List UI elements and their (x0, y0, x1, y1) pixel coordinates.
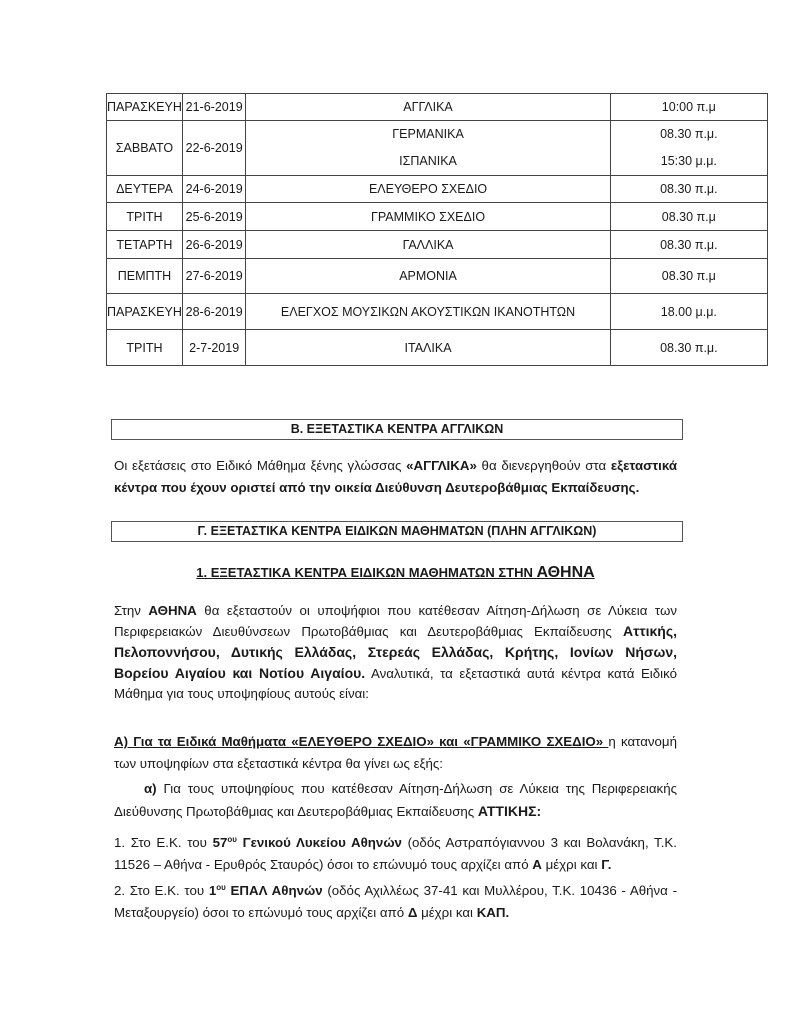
date-cell: 24-6-2019 (182, 176, 246, 203)
date-cell: 26-6-2019 (182, 231, 246, 259)
region-name: ΑΤΤΙΚΗΣ: (477, 803, 542, 819)
schedule-row (107, 231, 768, 259)
subject-cell (246, 121, 610, 176)
regions-list: Αττικής, Πελοποννήσου, Δυτικής Ελλάδας, Στερεάς Ελλάδας, Κρήτης, Ιονίων Νήσων, Βορείου Αιγαίου και Νοτίου Αιγαίου. (114, 623, 677, 681)
subject-name: ΓΑΛΛΙΚΑ (402, 237, 454, 252)
day-cell: ΣΑΒΒΑΤΟ (107, 121, 183, 176)
subject-cell (246, 294, 610, 330)
exam-time: 08.30 π.μ. (660, 182, 718, 196)
date-cell: 22-6-2019 (182, 121, 246, 176)
text: μέχρι και (417, 905, 477, 920)
day-cell: ΤΡΙΤΗ (107, 203, 183, 231)
address: (οδός Αστραπόγιαννου 3 και Βολανάκη, Τ.Κ. 11526 – Αθήνα - Ερυθρός Σταυρός) όσοι το επώνυμό τους αρχίζει από (114, 835, 677, 872)
item-label: α) (144, 781, 157, 796)
time-cell (610, 203, 767, 231)
schedule-row (107, 330, 768, 366)
subsection-title: 1. ΕΞΕΤΑΣΤΙΚΑ ΚΕΝΤΡΑ ΕΙΔΙΚΩΝ ΜΑΘΗΜΑΤΩΝ ΣΤΗΝ (196, 565, 537, 580)
subject-name: ΙΣΠΑΝΙΚΑ (399, 154, 457, 168)
text: Για τους υποψηφίους που κατέθεσαν Αίτηση-Δήλωση σε Λύκεια της Περιφερειακής Διεύθυνσης Πρωτοβάθμιας και Δευτεροβάθμιας Εκπαίδευσης (114, 781, 677, 819)
school-number: 1 (208, 883, 217, 898)
exam-center-item-2 (114, 880, 677, 924)
text: θα διενεργηθούν στα (476, 458, 611, 473)
text: Αναλυτικά, τα εξεταστικά αυτά κέντρα κατά Ειδικό Μάθημα για τους υποψηφίους αυτούς είναι: (114, 666, 677, 701)
school-name: Γενικού Λυκείου Αθηνών (236, 835, 402, 850)
drawing-subjects-heading: Α) Για τα Ειδικά Μαθήματα «ΕΛΕΥΘΕΡΟ ΣΧΕΔΙΟ» και «ΓΡΑΜΜΙΚΟ ΣΧΕΔΙΟ» (114, 734, 609, 749)
section-c-heading: Γ. ΕΞΕΤΑΣΤΙΚΑ ΚΕΝΤΡΑ ΕΙΔΙΚΩΝ ΜΑΘΗΜΑΤΩΝ (ΠΛΗΝ ΑΓΓΛΙΚΩΝ) (111, 521, 683, 542)
exam-time: 08.30 π.μ. (660, 340, 718, 355)
subject-cell (246, 94, 610, 121)
time-cell (610, 176, 767, 203)
subject-name: ΓΡΑΜΜΙΚΟ ΣΧΕΔΙΟ (371, 209, 486, 224)
subject-name: ΑΓΓΛΙΚΑ (403, 100, 453, 114)
schedule-row (107, 94, 768, 121)
bold-text: εξεταστικά κέντρα που έχουν οριστεί από την οικεία Διεύθυνση Δευτεροβάθμιας Εκπαίδευσης. (114, 458, 677, 495)
subject-cell (246, 203, 610, 231)
day-cell: ΠΕΜΠΤΗ (107, 259, 183, 294)
subject-english: «ΑΓΓΛΙΚΑ» (406, 458, 477, 473)
time-cell (610, 259, 767, 294)
day-cell: ΤΡΙΤΗ (107, 330, 183, 366)
subject-cell (246, 231, 610, 259)
range-from: Δ (407, 905, 418, 920)
time-cell (610, 294, 767, 330)
exam-time: 08.30 π.μ. (660, 237, 718, 252)
exam-time: 08.30 π.μ (661, 269, 716, 283)
schedule-row (107, 294, 768, 330)
schedule-row (107, 176, 768, 203)
section-b-paragraph (114, 455, 677, 499)
athens-intro-paragraph (114, 601, 677, 704)
ordinal-suffix: ου (227, 835, 237, 844)
section-b-heading: Β. ΕΞΕΤΑΣΤΙΚΑ ΚΕΝΤΡΑ ΑΓΓΛΙΚΩΝ (111, 419, 683, 440)
date-cell: 25-6-2019 (182, 203, 246, 231)
subject-name: ΑΡΜΟΝΙΑ (399, 269, 457, 283)
text: Οι εξετάσεις στο Ειδικό Μάθημα ξένης γλώσσας (114, 458, 407, 473)
exam-time: 08.30 π.μ (661, 209, 716, 224)
text: η κατανομή των υποψηφίων στα εξεταστικά κέντρα θα γίνει ως εξής: (114, 734, 677, 771)
range-to: Γ. (601, 857, 612, 872)
schedule-row (107, 203, 768, 231)
city-name: ΑΘΗΝΑ (148, 603, 197, 618)
time-cell (610, 330, 767, 366)
schedule-row (107, 259, 768, 294)
attica-paragraph (114, 778, 677, 823)
day-cell: ΤΕΤΑΡΤΗ (107, 231, 183, 259)
subject-name: ΙΤΑΛΙΚΑ (404, 340, 452, 355)
date-cell: 2-7-2019 (182, 330, 246, 366)
school-name: ΕΠΑΛ Αθηνών (225, 883, 323, 898)
text: θα εξεταστούν οι υποψήφιοι που κατέθεσαν Αίτηση-Δήλωση σε Λύκεια των Περιφερειακών Διευθύνσεων Πρωτοβάθμιας και Δευτεροβάθμιας Εκπαίδευσης (114, 603, 678, 639)
school-number: 57 (212, 835, 228, 850)
text: Στην (114, 603, 149, 618)
time-cell (610, 121, 767, 176)
subject-name: ΕΛΕΓΧΟΣ ΜΟΥΣΙΚΩΝ ΑΚΟΥΣΤΙΚΩΝ ΙΚΑΝΟΤΗΤΩΝ (280, 304, 576, 319)
range-from: Α (532, 857, 542, 872)
time-cell (610, 231, 767, 259)
schedule-row (107, 121, 768, 176)
exam-center-item-1 (114, 832, 677, 876)
day-cell: ΠΑΡΑΣΚΕΥΗ (107, 94, 183, 121)
date-cell: 21-6-2019 (182, 94, 246, 121)
exam-time: 18.00 μ.μ. (660, 304, 717, 319)
range-to: ΚΑΠ. (476, 905, 510, 920)
city-name: ΑΘΗΝΑ (536, 564, 595, 581)
subject-name: ΕΛΕΥΘΕΡΟ ΣΧΕΔΙΟ (368, 182, 488, 196)
item-number: 2. Στο Ε.Κ. του (114, 883, 209, 898)
subject-name: ΓΕΡΜΑΝΙΚΑ (392, 127, 464, 141)
address: (οδός Αχιλλέως 37-41 και Μυλλέρου, Τ.Κ. 10436 - Αθήνα - Μεταξουργείο) όσοι το επώνυμό τους αρχίζει από (114, 883, 677, 920)
ordinal-suffix: ου (216, 883, 226, 892)
subject-cell (246, 176, 610, 203)
exam-time: 10:00 π.μ (661, 100, 716, 114)
day-cell: ΠΑΡΑΣΚΕΥΗ (107, 294, 183, 330)
exam-time: 15:30 μ.μ. (660, 154, 717, 168)
date-cell: 28-6-2019 (182, 294, 246, 330)
exam-schedule-table (106, 93, 768, 366)
time-cell (610, 94, 767, 121)
day-cell: ΔΕΥΤΕΡΑ (107, 176, 183, 203)
date-cell: 27-6-2019 (182, 259, 246, 294)
subject-cell (246, 259, 610, 294)
subsection-1-heading (114, 562, 677, 584)
subject-cell (246, 330, 610, 366)
exam-time: 08.30 π.μ. (660, 127, 718, 141)
drawing-subjects-paragraph (114, 731, 677, 775)
item-number: 1. Στο Ε.Κ. του (114, 835, 213, 850)
text: μέχρι και (541, 857, 602, 872)
